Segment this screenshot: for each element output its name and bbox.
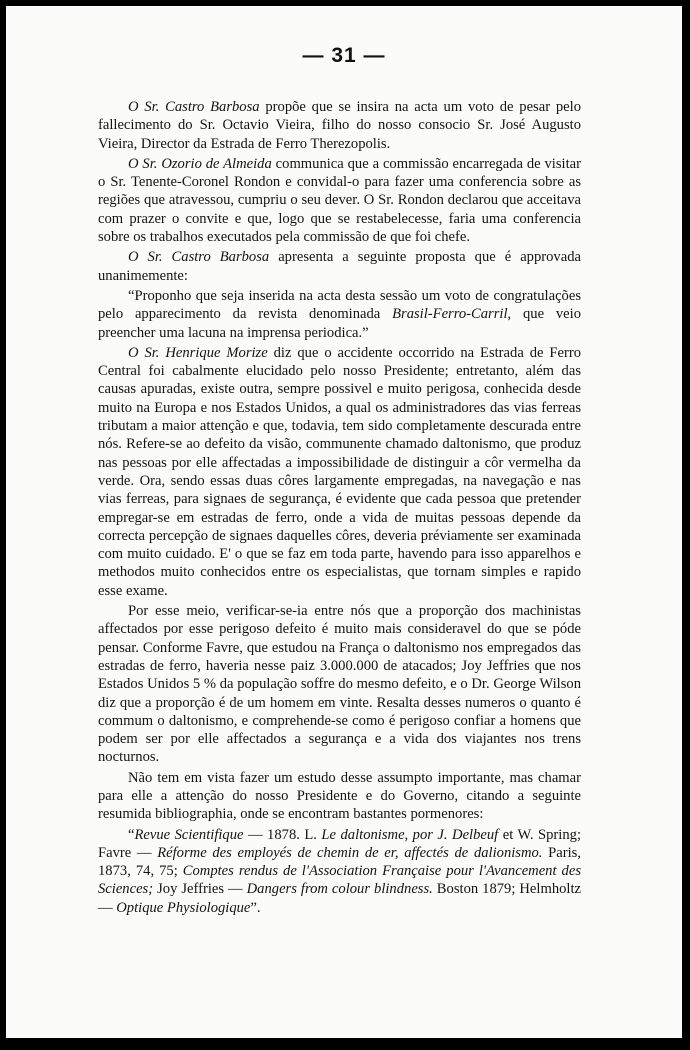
body-text xyxy=(98,98,581,917)
speaker-name: O Sr. Castro Barbosa xyxy=(128,249,270,266)
speaker-name: O Sr. Ozorio de Almeida xyxy=(128,155,272,172)
document-page xyxy=(6,6,682,1038)
citation-title: Dangers from colour blindness. xyxy=(246,881,433,898)
paragraph xyxy=(98,98,581,153)
text-run: que veio preencher uma lacuna na imprensa periodica.” xyxy=(98,306,582,341)
text-run: et W. Spring; Favre — xyxy=(98,826,581,861)
citation-title: Revue Scientifique xyxy=(134,826,244,843)
text-run: Não tem em vista fazer um estudo desse assumpto importante, mas chamar para elle a attenção do nosso Presidente e do Governo, citando a seguinte resumida bibliographia, onde se encontram bastantes pormenores: xyxy=(98,769,581,823)
text-run: “Proponho que seja inserida na acta desta sessão um voto de congratulações pelo apparecimento da revista denominada xyxy=(98,287,581,323)
text-run: diz que o accidente occorrido na Estrada de Ferro Central foi cabalmente elucidado pelo nosso Presidente; entretanto, além das causas apuradas, existe outra, sempre possivel e muito perigosa, conhecida desde muito na Europa e nos Estados Unidos, a qual os administradores das vias ferreas tributam a maior attenção e que, todavia, tem sido completamente descurada entre nós. Refere-se ao defeito da visão, communente chamado daltonismo, que produz nas pessoas por elle affectadas a impossibilidade de distinguir a côr vermelha da verde. Ora, sendo essas duas côres largamente empregadas, na navegação e nas vias ferreas, para signaes de segurança, é evidente que cada pessoa que pretender empregar-se em estradas de ferro, onde a vida de muitas pessoas depende da correcta percepção de signaes daquelles côres, deveria préviamente ser examinada com muito cuidado. E' o que se faz em toda parte, havendo para isso apparelhos e methodos muito conhecidos entre os especialistas, que tornam simples e rapido esse exame. xyxy=(98,344,581,599)
text-run: propõe que se insira na acta um voto de pesar pelo fallecimento do Sr. Octavio Vieira, filho do nosso consocio Sr. José Augusto Vieira, Director da Estrada de Ferro Therezopolis. xyxy=(98,99,581,152)
text-run: Boston 1879; Helmholtz — xyxy=(98,881,581,916)
text-run: Joy Jeffries — xyxy=(153,881,247,898)
text-run: apresenta a seguinte proposta que é approvada unanimemente: xyxy=(98,249,581,284)
text-run: “ xyxy=(128,826,135,843)
citation-title: Optique Physiologique xyxy=(116,899,251,916)
quoted-proposal xyxy=(98,287,581,342)
paragraph xyxy=(98,769,581,824)
text-run: Por esse meio, verificar-se-ia entre nós que a proporção dos machinistas affectados por esse perigoso defeito é muito mais consideravel do que se póde pensar. Conforme Favre, que estudou na França o daltonismo nos empregados das estradas de ferro, haveria nesse paiz 3.000.000 de atacados; Joy Jeffries que nos Estados Unidos 5 % da população soffre do mesmo defeito, e o Dr. George Wilson diz que a proporção é de um homem em vinte. Resalta desses numeros o quanto é commum o daltonismo, e comprehende-se como é perigoso confiar a homens que podem ser por elle affectados a segurança e a vida dos viajantes nos trens nocturnos. xyxy=(98,603,581,766)
page-number: — 31 — xyxy=(302,44,386,67)
text-run: — 1878. L. xyxy=(243,826,322,843)
paragraph xyxy=(98,248,581,285)
paragraph xyxy=(98,602,581,767)
speaker-name: O Sr. Castro Barbosa xyxy=(128,99,260,115)
journal-title: Brasil-Ferro-Carril, xyxy=(392,306,512,323)
paragraph xyxy=(98,155,581,246)
citation-title: Réforme des employés de chemin de er, affectés de dalionismo. xyxy=(157,844,543,861)
text-run: communica que a commissão encarregada de visitar o Sr. Tenente-Coronel Rondon e convidal-o para fazer uma conferencia sobre as regiões que atravessou, cumpriu o seu dever. O Sr. Rondon declarou que acceitava com prazer o convite e que, logo que se restabelecesse, faria uma conferencia sobre os trabalhos executados pela commissão de que foi chefe. xyxy=(98,155,581,246)
text-run: ”. xyxy=(250,899,261,916)
citation-title: Le daltonisme, por J. Delbeuf xyxy=(321,826,499,843)
paragraph xyxy=(98,344,581,600)
speaker-name: O Sr. Henrique Morize xyxy=(128,344,268,361)
citation-title: Comptes rendus de l'Association Française pour l'Avancement des Sciences; xyxy=(98,863,581,898)
bibliography xyxy=(98,826,581,917)
text-run: Paris, 1873, 74, 75; xyxy=(98,844,582,880)
